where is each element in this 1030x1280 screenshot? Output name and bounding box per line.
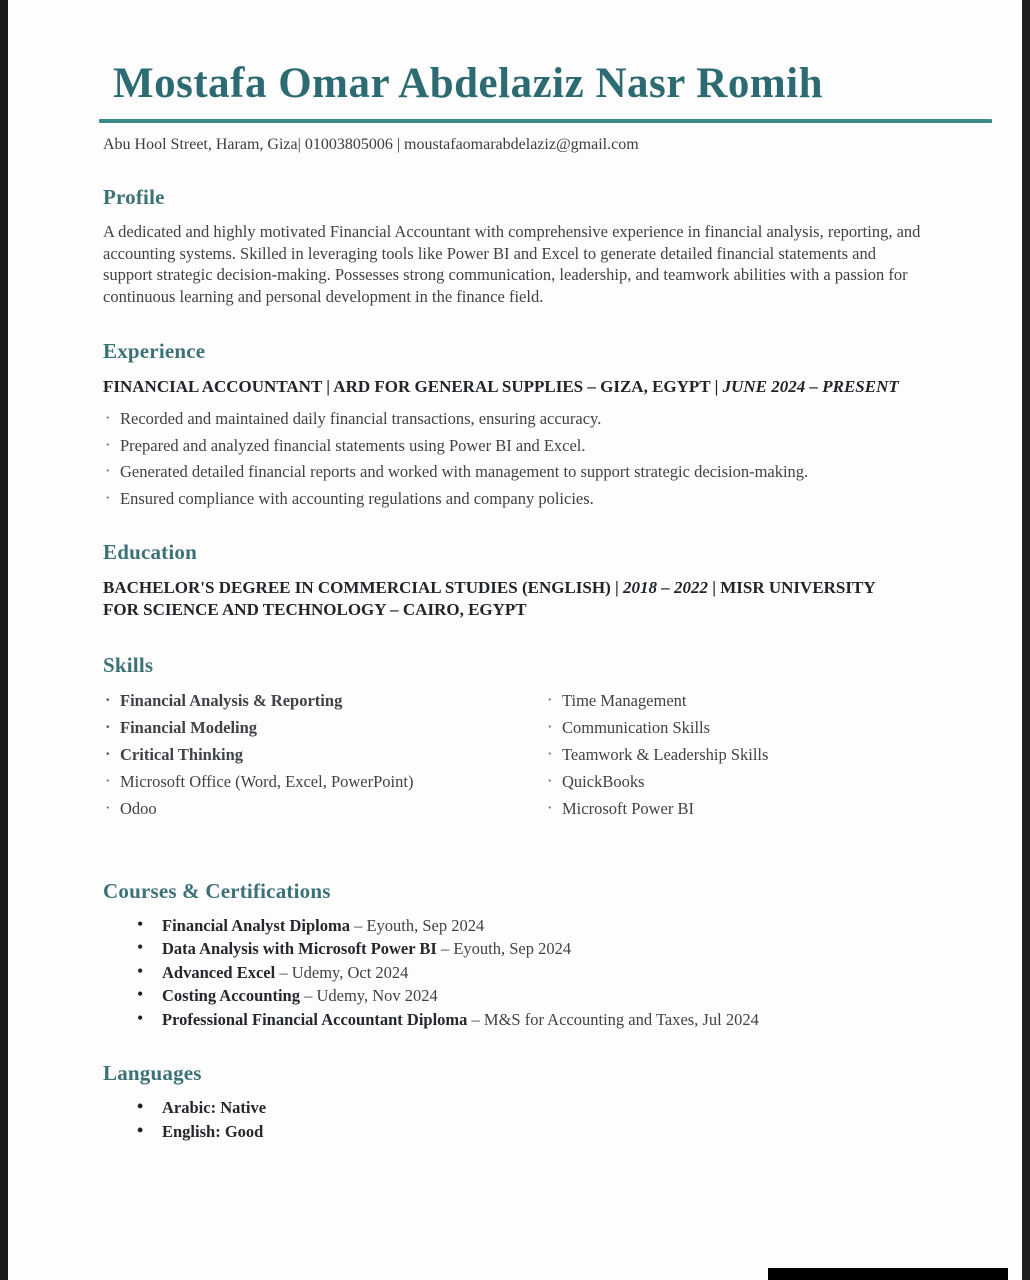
resume-page [103, 0, 943, 1145]
course-item [137, 1009, 917, 1030]
course-detail: – Udemy, Oct 2024 [275, 962, 409, 982]
scan-edge-left [0, 0, 8, 1280]
skills-column-left [103, 690, 545, 825]
course-detail: – M&S for Accounting and Taxes, Jul 2024 [467, 1009, 759, 1029]
profile-heading: Profile [103, 185, 165, 210]
course-detail: – Eyouth, Sep 2024 [436, 939, 572, 959]
course-title: Data Analysis with Microsoft Power BI [162, 939, 437, 959]
skill-item: · Odoo [103, 798, 545, 819]
degree-part1: BACHELOR'S DEGREE IN COMMERCIAL STUDIES (ENGLISH) | [103, 577, 623, 597]
skill-item: · Communication Skills [545, 717, 768, 738]
education-heading: Education [103, 539, 197, 564]
language-item: • Arabic: Native [137, 1097, 917, 1118]
skill-item: · Critical Thinking [103, 744, 545, 765]
page-title: Mostafa Omar Abdelaziz Nasr Romih [113, 60, 824, 107]
job-title [103, 376, 903, 399]
skill-item: · Financial Analysis & Reporting [103, 690, 545, 711]
experience-bullet: · Recorded and maintained daily financial transactions, ensuring accuracy. [103, 408, 903, 429]
course-item [137, 915, 917, 936]
skills-heading: Skills [103, 652, 154, 677]
scan-edge-right [1022, 0, 1030, 1280]
course-item [137, 938, 917, 959]
experience-bullet: · Generated detailed financial reports and worked with management to support strategic decision-making. [103, 461, 903, 482]
languages-heading: Languages [103, 1060, 202, 1085]
skills-columns [103, 690, 943, 825]
experience-bullet: · Ensured compliance with accounting regulations and company policies. [103, 488, 903, 509]
skill-item: · QuickBooks [545, 771, 768, 792]
experience-bullet: · Prepared and analyzed financial statements using Power BI and Excel. [103, 435, 903, 456]
experience-bullet-list [103, 408, 943, 509]
course-title: Professional Financial Accountant Diploma [162, 1009, 468, 1029]
skill-item: · Financial Modeling [103, 717, 545, 738]
language-item: • English: Good [137, 1121, 917, 1142]
skills-column-right [545, 690, 768, 825]
degree-dates: 2018 – 2022 [622, 577, 708, 597]
job-title-dates: JUNE 2024 – PRESENT [722, 376, 899, 396]
skill-item: · Microsoft Office (Word, Excel, PowerPoint) [103, 771, 545, 792]
degree-part2: | MISR UNIVERSITY FOR SCIENCE AND TECHNOLOGY – CAIRO, EGYPT [103, 577, 875, 620]
course-item [137, 985, 917, 1006]
skill-item: · Microsoft Power BI [545, 798, 768, 819]
skill-item: · Teamwork & Leadership Skills [545, 744, 768, 765]
course-detail: – Udemy, Nov 2024 [299, 986, 438, 1006]
profile-text: A dedicated and highly motivated Financial Accountant with comprehensive experience in financial analysis, reporting, and accounting systems. Skilled in leveraging tools like Power BI and Excel to generate detailed financial statements and support strategic decision-making. Possesses strong communication, leadership, and teamwork abilities with a passion for continuous learning and personal development in the finance field. [103, 222, 921, 307]
course-title: Costing Accounting [162, 986, 300, 1006]
course-title: Financial Analyst Diploma [162, 915, 350, 935]
skill-item: · Time Management [545, 690, 768, 711]
course-item [137, 962, 917, 983]
course-title: Advanced Excel [162, 962, 276, 982]
course-detail: – Eyouth, Sep 2024 [349, 915, 485, 935]
courses-list [137, 915, 943, 1030]
job-title-main: FINANCIAL ACCOUNTANT | ARD FOR GENERAL SUPPLIES – GIZA, EGYPT | [103, 376, 723, 396]
courses-heading: Courses & Certifications [103, 878, 331, 903]
languages-list [137, 1097, 943, 1142]
header-divider [99, 119, 992, 123]
degree-line [103, 577, 903, 622]
scan-bottom-bar [768, 1268, 1008, 1280]
experience-heading: Experience [103, 338, 206, 363]
contact-line: Abu Hool Street, Haram, Giza| 01003805006 | moustafaomarabdelaziz@gmail.com [103, 136, 639, 154]
